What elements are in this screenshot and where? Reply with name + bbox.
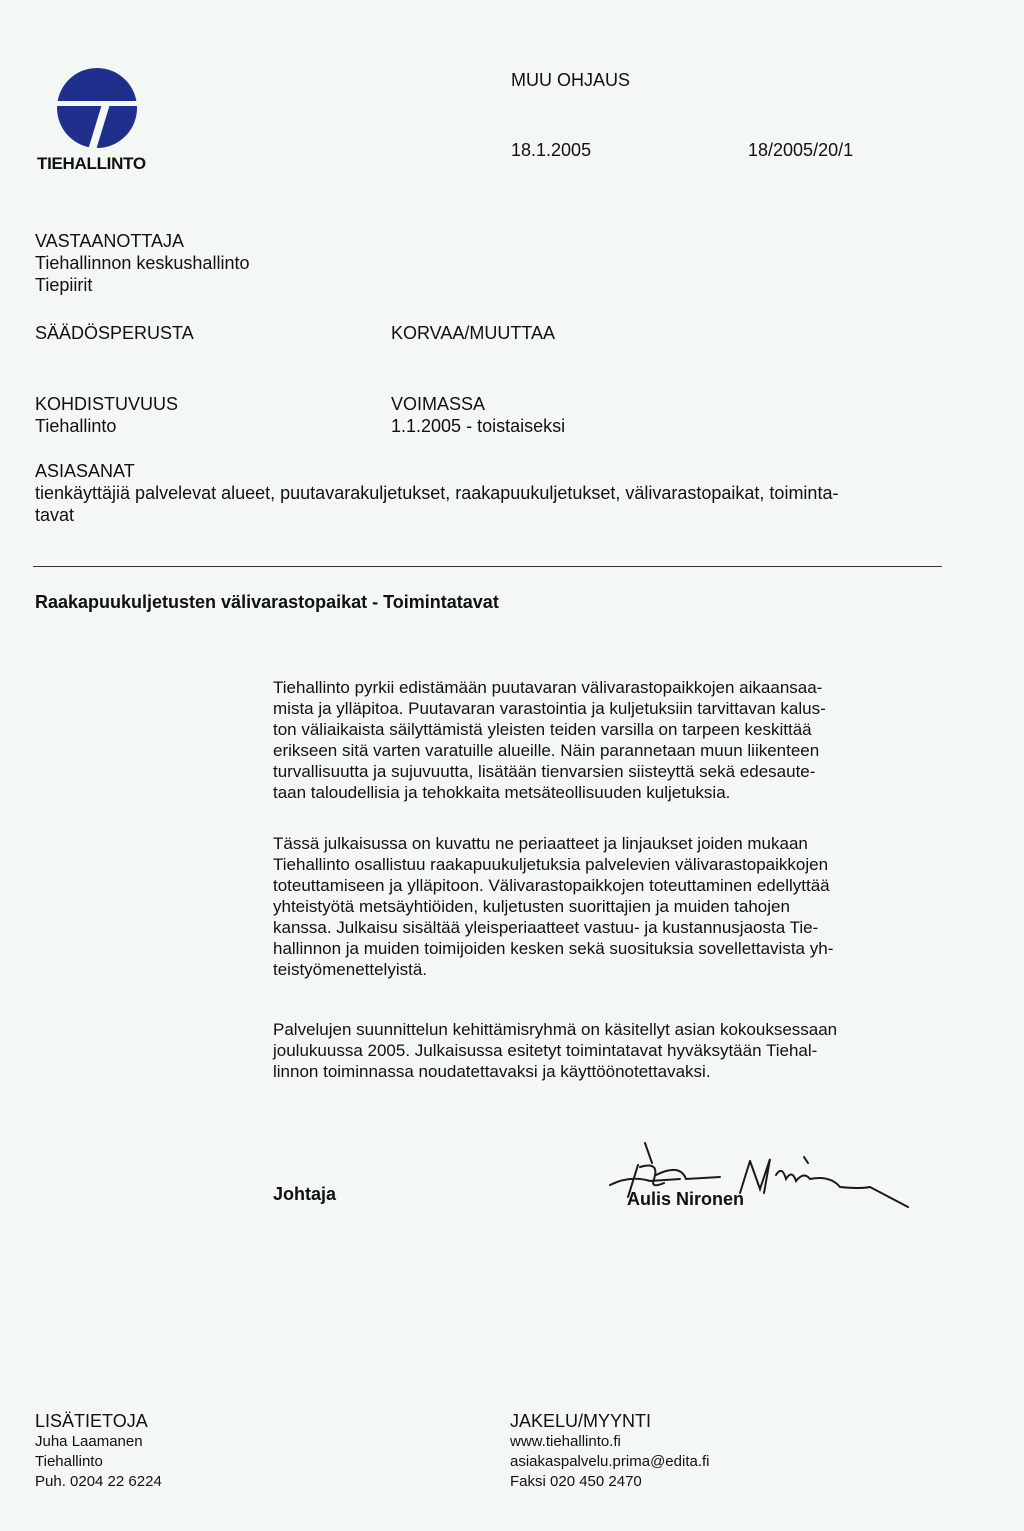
text-line: Palvelujen suunnittelun kehittämisryhmä on käsitellyt asian kokouksessaan (273, 1020, 838, 1039)
more-info-label: LISÄTIETOJA (35, 1411, 148, 1431)
text-line: kanssa. Julkaisu sisältää yleisperiaatteet vastuu- ja kustannusjaosta Tie- (273, 918, 819, 937)
text-line: mista ja ylläpitoa. Puutavaran varastointia ja kuljetuksiin tarvittavan kalus- (273, 699, 826, 718)
distribution-block (510, 1410, 710, 1492)
signer-name: Aulis Nironen (627, 1189, 745, 1209)
keywords-line: tienkäyttäjiä palvelevat alueet, puutavarakuljetukset, raakapuukuljetukset, välivarastopaikat, toiminta- (35, 483, 839, 503)
more-info-line: Juha Laamanen (35, 1433, 143, 1450)
doc-type: MUU OHJAUS (511, 70, 631, 90)
validity-block (391, 393, 565, 437)
validity-label: VOIMASSA (391, 394, 486, 414)
text-line: Tiehallinto pyrkii edistämään puutavaran välivarastopaikkojen aikaansaa- (273, 678, 823, 697)
signer-role: Johtaja (273, 1184, 337, 1204)
document-title: Raakapuukuljetusten välivarastopaikat - Toimintatavat (35, 592, 499, 612)
text-line: joulukuussa 2005. Julkaisussa esitetyt toimintatavat hyväksytään Tiehal- (273, 1041, 818, 1060)
recipient-block (35, 230, 249, 296)
validity-value: 1.1.2005 - toistaiseksi (391, 416, 566, 436)
scope-block (35, 393, 178, 437)
basis-label: SÄÄDÖSPERUSTA (35, 323, 194, 343)
scope-label: KOHDISTUVUUS (35, 394, 179, 414)
keywords-line: tavat (35, 505, 75, 525)
doc-ref: 18/2005/20/1 (748, 140, 854, 160)
doc-date: 18.1.2005 (511, 140, 592, 160)
distribution-website-link[interactable]: www.tiehallinto.fi (510, 1433, 621, 1450)
text-line: ton väliaikaista säilyttämistä yleisten teiden varsilla on tarpeen keskittää (273, 720, 812, 739)
paragraph-2 (273, 833, 941, 980)
text-line: hallinnon ja muiden toimijoiden kesken sekä suosituksia sovellettavista yh- (273, 939, 834, 958)
tiehallinto-logo (52, 68, 142, 148)
text-line: Tässä julkaisussa on kuvattu ne periaatteet ja linjaukset joiden mukaan (273, 834, 808, 853)
logo-text: TIEHALLINTO (37, 154, 146, 173)
text-line: linnon toiminnassa noudatettavaksi ja käyttöönotettavaksi. (273, 1062, 711, 1081)
keywords-label: ASIASANAT (35, 461, 135, 481)
recipient-line: Tiepiirit (35, 275, 93, 295)
recipient-line: Tiehallinnon keskushallinto (35, 253, 250, 273)
more-info-block (35, 1410, 162, 1492)
keywords-block (35, 460, 955, 526)
recipient-label: VASTAANOTTAJA (35, 231, 185, 251)
distribution-label: JAKELU/MYYNTI (510, 1411, 652, 1431)
text-line: taan taloudellisia ja tehokkaita metsäteollisuuden kuljetuksia. (273, 783, 731, 802)
text-line: Tiehallinto osallistuu raakapuukuljetuksia palvelevien välivarastopaikkojen (273, 855, 829, 874)
more-info-line: Tiehallinto (35, 1453, 103, 1470)
replaces-label: KORVAA/MUUTTAA (391, 323, 556, 343)
scope-value: Tiehallinto (35, 416, 117, 436)
text-line: teistyömenettelyistä. (273, 960, 428, 979)
more-info-line: Puh. 0204 22 6224 (35, 1473, 162, 1490)
text-line: erikseen sitä varten varatuille alueille. Näin parannetaan muun liikenteen (273, 741, 820, 760)
paragraph-1 (273, 677, 941, 803)
text-line: toteuttamiseen ja ylläpitoon. Välivarastopaikkojen toteuttaminen edellyttää (273, 876, 830, 895)
divider (33, 566, 942, 567)
text-line: yhteistyötä metsäyhtiöiden, kuljetusten suorittajien ja muiden tahojen (273, 897, 790, 916)
distribution-email-link[interactable]: asiakaspalvelu.prima@edita.fi (510, 1453, 710, 1470)
text-line: turvallisuutta ja sujuvuutta, lisätään tienvarsien siisteyttä sekä edesaute- (273, 762, 816, 781)
distribution-fax: Faksi 020 450 2470 (510, 1473, 642, 1490)
paragraph-3 (273, 1019, 941, 1082)
